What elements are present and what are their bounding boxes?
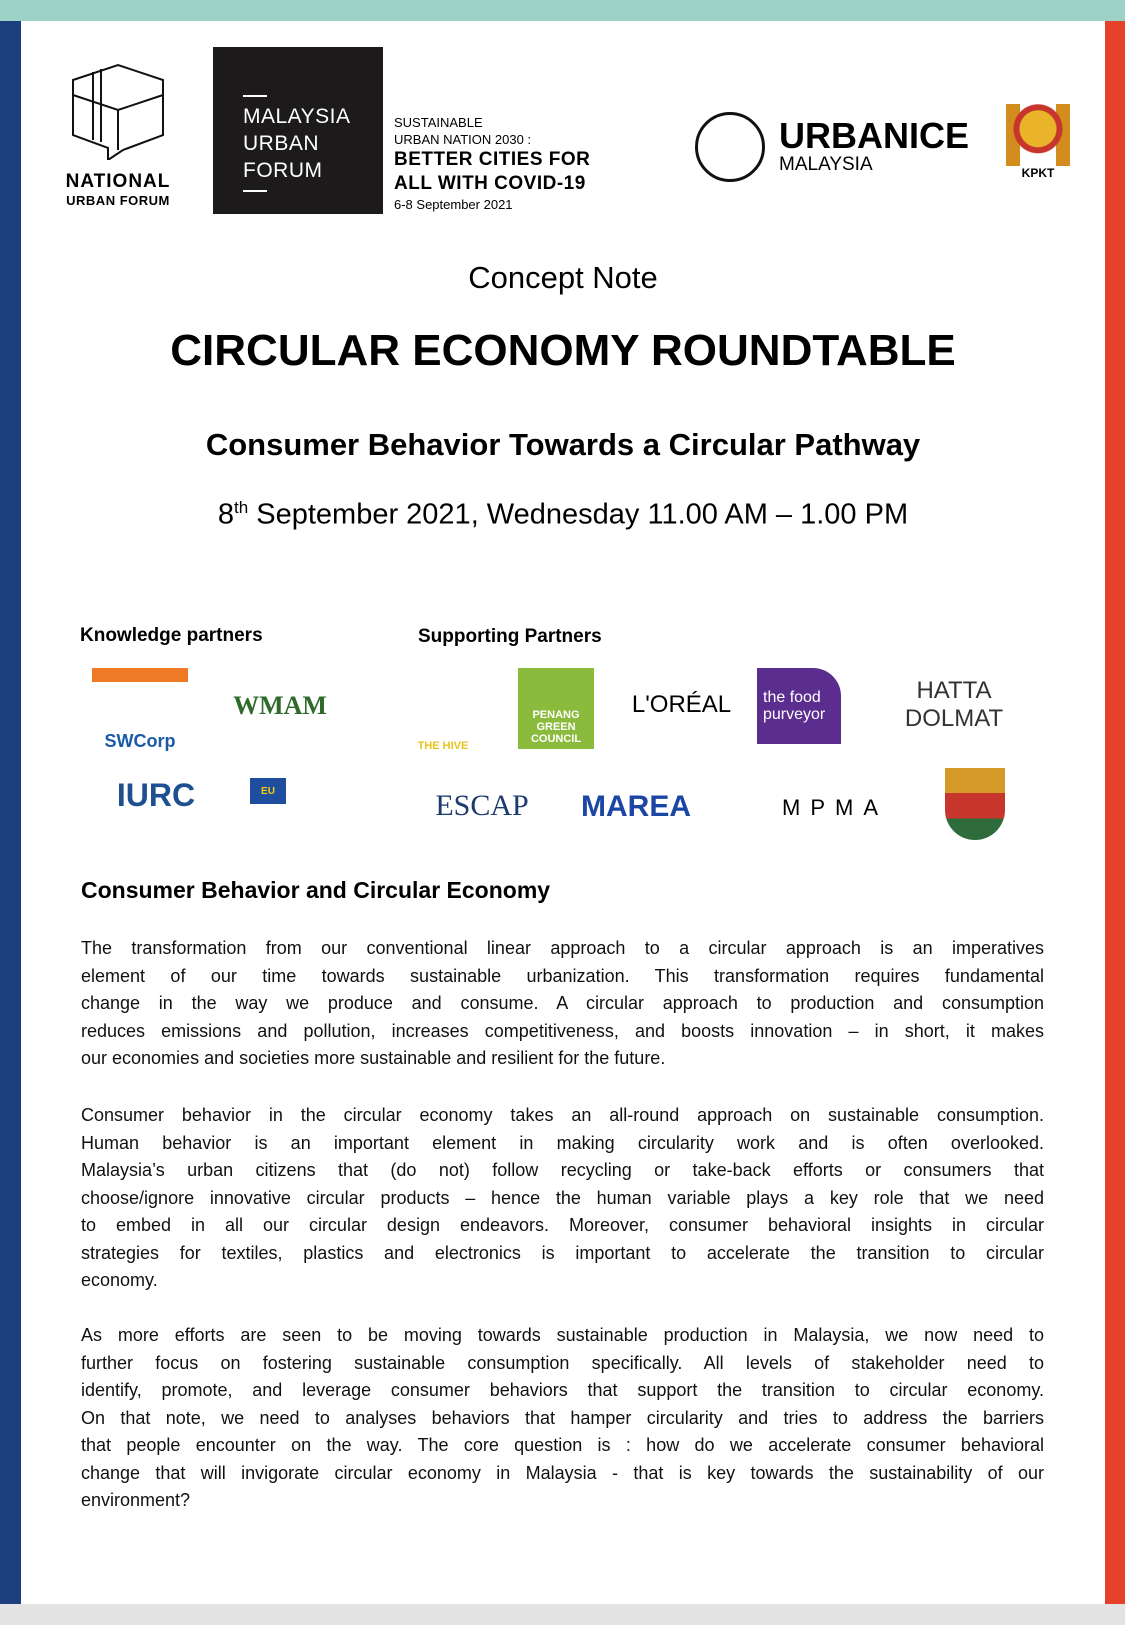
urbanice-logo: URBANICE MALAYSIA — [695, 112, 969, 182]
penang-green-council-logo: PENANG GREEN COUNCIL — [518, 668, 594, 749]
bottom-border — [0, 1604, 1125, 1625]
knowledge-partners-label: Knowledge partners — [80, 625, 263, 646]
swcorp-logo: SWCorp — [92, 668, 188, 752]
malaysia-urban-forum-logo: MALAYSIA URBAN FORUM — [213, 47, 383, 214]
urbanice-emblem-icon — [695, 112, 765, 182]
the-food-purveyor-logo: the food purveyor — [757, 668, 841, 744]
city-council-crest-icon — [945, 768, 1005, 840]
kpkt-logo: KPKT — [990, 104, 1086, 180]
the-hive-logo: THE HIVE — [417, 740, 469, 752]
coat-of-arms-icon — [998, 104, 1078, 166]
eu-flag-logo: EU — [250, 778, 286, 804]
hatta-dolmat-logo: HATTA DOLMAT — [904, 677, 1004, 732]
left-border — [0, 21, 21, 1604]
forum-theme: SUSTAINABLE URBAN NATION 2030 : BETTER CITIES FOR ALL WITH COVID-19 6-8 September 2021 — [394, 115, 591, 212]
paragraph-1: The transformation from our conventional linear approach to a circular approach is an imperatives element of our time towards sustainable urbanization. This transformation requires fundamental change in the way we produce and consume. A circular approach to production and consumption reduces emissions and pollution, increases competitiveness, and boosts innovation – in short, it makes our economies and societies more sustainable and resilient for the future. — [81, 938, 1044, 1068]
top-border — [0, 0, 1125, 21]
speech-cube-icon — [63, 60, 173, 160]
right-border — [1105, 21, 1125, 1604]
iurc-logo: IURC — [116, 776, 196, 813]
supporting-partners-label: Supporting Partners — [418, 626, 602, 647]
loreal-logo: L'ORÉAL — [631, 691, 732, 718]
wmam-logo: WMAM — [233, 691, 327, 720]
escap-logo: ESCAP — [435, 789, 529, 822]
mpma-logo: MPMA — [782, 795, 888, 820]
paragraph-2: Consumer behavior in the circular economy takes an all-round approach on sustainable consumption. Human behavior is an important element in making circularity work and is often overlooked. Malaysia’s urban citizens that (do not) follow recycling or take-back efforts or consumers that choose/ignore innovative circular products – hence the human variable plays a key role that we need to embed in all our circular design endeavors. Moreover, consumer behavioral insights in circular strategies for textiles, plastics and electronics is important to accelerate the transition to circular economy. — [81, 1105, 1044, 1290]
marea-logo: MAREA — [581, 790, 691, 823]
paragraph-3: As more efforts are seen to be moving towards sustainable production in Malaysia, we now need to further focus on fostering sustainable consumption specifically. All levels of stakeholder need to identify, promote, and leverage consumer behaviors that support the transition to circular economy. On that note, we need to analyses behaviors that hamper circularity and tries to address the barriers that people encounter on the way. The core question is : how do we accelerate consumer behavioral change that will invigorate circular economy in Malaysia - that is key towards the sustainability of our environment? — [81, 1325, 1044, 1510]
page-title: CIRCULAR ECONOMY ROUNDTABLE — [170, 326, 956, 375]
national-urban-forum-logo: NATIONAL URBAN FORUM — [58, 60, 178, 208]
subtitle: Consumer Behavior Towards a Circular Pathway — [205, 427, 921, 462]
concept-note-label: Concept Note — [468, 260, 658, 295]
section-heading: Consumer Behavior and Circular Economy — [81, 877, 551, 903]
event-date: 8th September 2021, Wednesday 11.00 AM – 1.00 PM — [217, 498, 909, 531]
